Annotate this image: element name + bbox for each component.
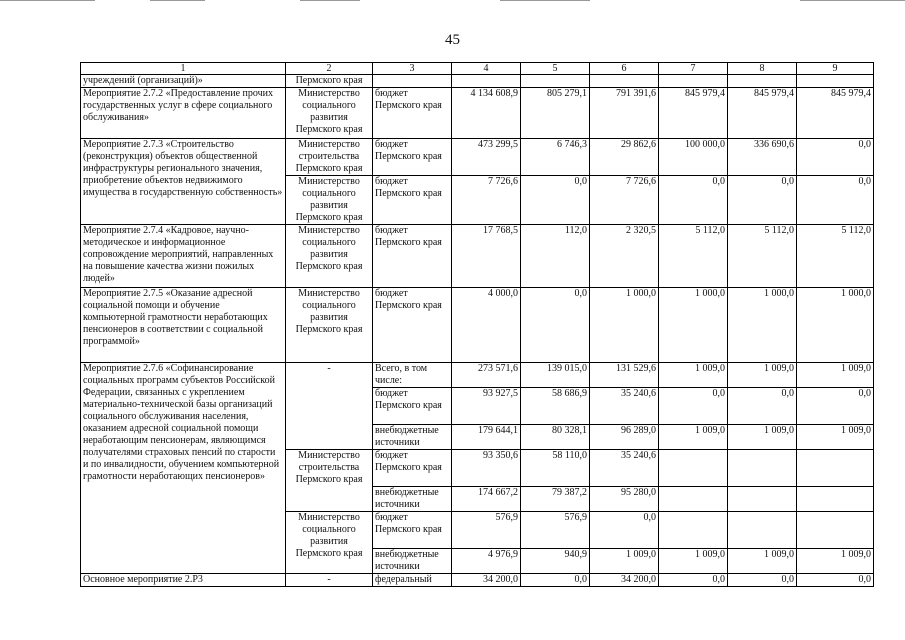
amount-cell: 473 299,5: [452, 139, 521, 176]
col-header: 9: [797, 63, 874, 75]
table-row: [81, 225, 874, 288]
amount-cell: 112,0: [521, 225, 590, 288]
activity-name: Основное мероприятие 2.Р3: [81, 574, 286, 587]
scan-top-edge: [0, 0, 905, 3]
amount-cell: 0,0: [521, 574, 590, 587]
col-header: 6: [590, 63, 659, 75]
funding-source: бюджет Пермского края: [373, 512, 452, 549]
amount-cell: 93 927,5: [452, 388, 521, 425]
amount-cell: 791 391,6: [590, 88, 659, 139]
amount-cell: 139 015,0: [521, 363, 590, 388]
activity-name: Мероприятие 2.7.3 «Строительство (реконструкция) объектов общественной инфраструктуры регионального значения, приобретение объектов недвижимого имущества в государственную собственность»: [81, 139, 286, 225]
amount-cell: 34 200,0: [452, 574, 521, 587]
funding-source: бюджет Пермского края: [373, 139, 452, 176]
amount-cell: 336 690,6: [728, 139, 797, 176]
amount-cell: 80 328,1: [521, 425, 590, 450]
col-header: 7: [659, 63, 728, 75]
amount-cell: 0,0: [728, 388, 797, 425]
executor: Министерство строительства Пермского края: [286, 450, 373, 512]
amount-cell: 0,0: [797, 176, 874, 225]
amount-cell: 1 000,0: [797, 288, 874, 363]
amount-cell: 58 110,0: [521, 450, 590, 487]
amount-cell: 0,0: [728, 574, 797, 587]
amount-cell: 4 976,9: [452, 549, 521, 574]
amount-cell: [797, 512, 874, 549]
amount-cell: 1 009,0: [797, 549, 874, 574]
amount-cell: 1 009,0: [728, 425, 797, 450]
amount-cell: 29 862,6: [590, 139, 659, 176]
col-header: 5: [521, 63, 590, 75]
amount-cell: 35 240,6: [590, 450, 659, 487]
amount-cell: 0,0: [521, 288, 590, 363]
amount-cell: [728, 512, 797, 549]
amount-cell: 0,0: [659, 388, 728, 425]
col-header: 2: [286, 63, 373, 75]
amount-cell: 5 112,0: [728, 225, 797, 288]
amount-cell: 1 000,0: [728, 288, 797, 363]
page-number: 45: [445, 32, 460, 48]
amount-cell: 17 768,5: [452, 225, 521, 288]
amount-cell: 93 350,6: [452, 450, 521, 487]
amount-cell: 5 112,0: [659, 225, 728, 288]
amount-cell: [797, 450, 874, 487]
executor: Пермского края: [286, 75, 373, 88]
activity-name: Мероприятие 2.7.4 «Кадровое, научно-методическое и информационное сопровождение мероприятий, направленных на повышение качества жизни пожилых людей»: [81, 225, 286, 288]
executor: Министерство социального развития Пермского края: [286, 512, 373, 574]
amount-cell: 0,0: [590, 512, 659, 549]
col-header: 1: [81, 63, 286, 75]
funding-source: внебюджетные источники: [373, 549, 452, 574]
amount-cell: 1 000,0: [590, 288, 659, 363]
amount-cell: 1 009,0: [797, 425, 874, 450]
funding-source: внебюджетные источники: [373, 487, 452, 512]
table-row: [81, 88, 874, 139]
funding-source: бюджет Пермского края: [373, 388, 452, 425]
executor: Министерство строительства Пермского края: [286, 139, 373, 176]
amount-cell: 4 134 608,9: [452, 88, 521, 139]
table-row: [81, 288, 874, 363]
amount-cell: 845 979,4: [728, 88, 797, 139]
executor: -: [286, 363, 373, 450]
amount-cell: 0,0: [797, 139, 874, 176]
amount-cell: 95 280,0: [590, 487, 659, 512]
amount-cell: 273 571,6: [452, 363, 521, 388]
amount-cell: 131 529,6: [590, 363, 659, 388]
amount-cell: 0,0: [659, 176, 728, 225]
amount-cell: 1 009,0: [728, 363, 797, 388]
amount-cell: [728, 487, 797, 512]
executor: Министерство социального развития Пермского края: [286, 88, 373, 139]
amount-cell: 34 200,0: [590, 574, 659, 587]
funding-source: бюджет Пермского края: [373, 225, 452, 288]
col-header: 3: [373, 63, 452, 75]
amount-cell: 1 009,0: [797, 363, 874, 388]
amount-cell: [659, 450, 728, 487]
amount-cell: 845 979,4: [797, 88, 874, 139]
amount-cell: 0,0: [521, 176, 590, 225]
funding-source: бюджет Пермского края: [373, 450, 452, 487]
amount-cell: 805 279,1: [521, 88, 590, 139]
amount-cell: 179 644,1: [452, 425, 521, 450]
funding-source: федеральный: [373, 574, 452, 587]
table-row: [81, 574, 874, 587]
activity-name: Мероприятие 2.7.6 «Софинансирование социальных программ субъектов Российской Федерации, связанных с укреплением материально-технической базы организаций социального обслуживания населения, оказанием адресной социальной помощи неработающим пенсионерам, являющимся получателями страховых пенсий по старости и по инвалидности, обучением компьютерной грамотности неработающих пенсионеров»: [81, 363, 286, 574]
amount-cell: 576,9: [521, 512, 590, 549]
amount-cell: 0,0: [728, 176, 797, 225]
executor: -: [286, 574, 373, 587]
amount-cell: 100 000,0: [659, 139, 728, 176]
amount-cell: 1 009,0: [590, 549, 659, 574]
amount-cell: [659, 487, 728, 512]
amount-cell: 96 289,0: [590, 425, 659, 450]
amount-cell: 2 320,5: [590, 225, 659, 288]
amount-cell: 0,0: [797, 388, 874, 425]
amount-cell: 1 009,0: [659, 363, 728, 388]
amount-cell: 1 009,0: [659, 425, 728, 450]
amount-cell: 79 387,2: [521, 487, 590, 512]
executor: Министерство социального развития Пермского края: [286, 176, 373, 225]
amount-cell: 1 009,0: [728, 549, 797, 574]
amount-cell: 174 667,2: [452, 487, 521, 512]
col-header: 8: [728, 63, 797, 75]
col-header: 4: [452, 63, 521, 75]
amount-cell: 0,0: [797, 574, 874, 587]
funding-source: бюджет Пермского края: [373, 288, 452, 363]
amount-cell: [659, 512, 728, 549]
amount-cell: 845 979,4: [659, 88, 728, 139]
funding-source: внебюджетные источники: [373, 425, 452, 450]
activity-name: учреждений (организаций)»: [81, 75, 286, 88]
table-row: [81, 75, 874, 88]
table-row: [81, 363, 874, 388]
amount-cell: 1 009,0: [659, 549, 728, 574]
amount-cell: [728, 450, 797, 487]
financing-table: [80, 62, 874, 587]
table-row: [81, 139, 874, 176]
amount-cell: 4 000,0: [452, 288, 521, 363]
amount-cell: 576,9: [452, 512, 521, 549]
activity-name: Мероприятие 2.7.2 «Предоставление прочих государственных услуг в сфере социального обслуживания»: [81, 88, 286, 139]
amount-cell: 7 726,6: [590, 176, 659, 225]
column-number-row: [81, 63, 874, 75]
funding-source: Всего, в том числе:: [373, 363, 452, 388]
amount-cell: [797, 487, 874, 512]
amount-cell: 35 240,6: [590, 388, 659, 425]
amount-cell: 1 000,0: [659, 288, 728, 363]
amount-cell: 58 686,9: [521, 388, 590, 425]
amount-cell: 940,9: [521, 549, 590, 574]
amount-cell: 7 726,6: [452, 176, 521, 225]
executor: Министерство социального развития Пермского края: [286, 288, 373, 363]
funding-source: бюджет Пермского края: [373, 176, 452, 225]
amount-cell: 5 112,0: [797, 225, 874, 288]
amount-cell: 6 746,3: [521, 139, 590, 176]
executor: Министерство социального развития Пермского края: [286, 225, 373, 288]
funding-source: бюджет Пермского края: [373, 88, 452, 139]
activity-name: Мероприятие 2.7.5 «Оказание адресной социальной помощи и обучение компьютерной грамотности неработающих пенсионеров в соответствии с социальной программой»: [81, 288, 286, 363]
amount-cell: 0,0: [659, 574, 728, 587]
